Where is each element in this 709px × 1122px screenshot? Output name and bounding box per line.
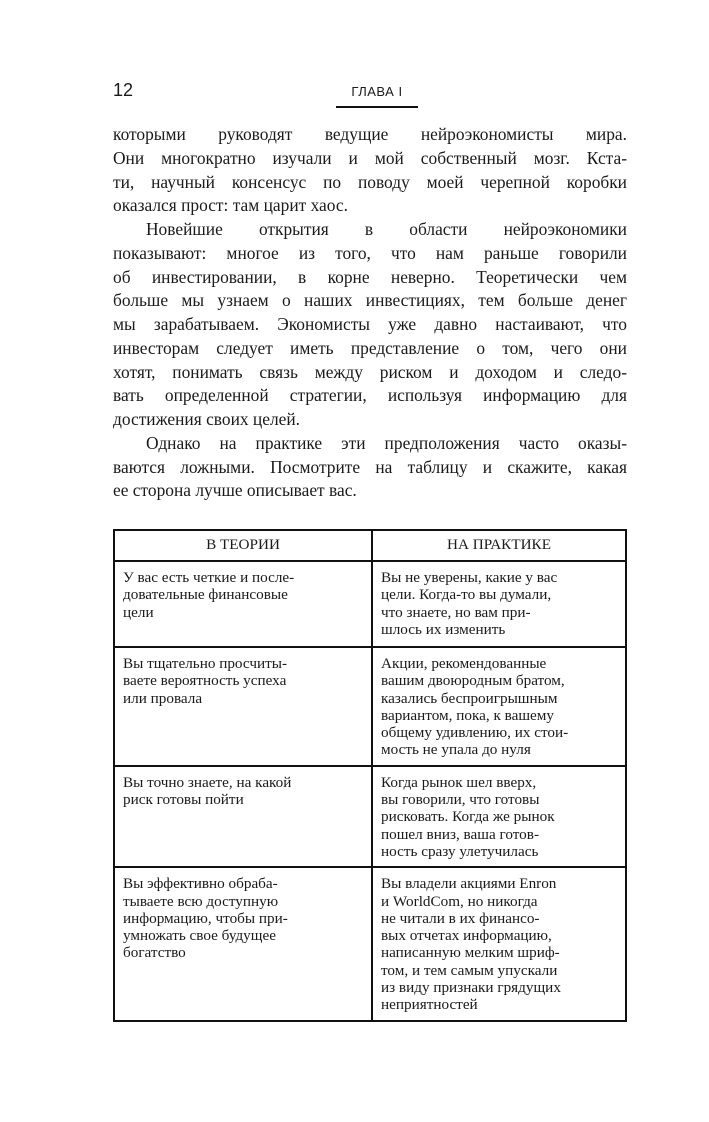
- cell-line: что знаете, но вам при-: [381, 603, 531, 621]
- text-line: хотят, понимать связь между риском и доходом и следо-: [113, 361, 627, 382]
- cell-line: богатство: [123, 944, 186, 962]
- cell-line: пошел вниз, ваша готов-: [381, 825, 539, 843]
- table-header-row: [114, 530, 626, 561]
- cell-line: вашим двоюродным братом,: [381, 672, 565, 690]
- cell-line: Вы точно знаете, на какой: [123, 773, 292, 791]
- table-cell-practice: [372, 867, 626, 1020]
- cell-line: Вы не уверены, какие у вас: [381, 569, 558, 586]
- cell-line: риск готовы пойти: [123, 791, 244, 809]
- cell-line: мость не упала до нуля: [381, 741, 531, 759]
- cell-line: У вас есть четкие и после-: [123, 569, 295, 586]
- running-header-chapter: ГЛАВА I: [351, 84, 403, 99]
- cell-line: неприятностей: [381, 996, 478, 1014]
- table-row: [114, 647, 626, 766]
- cell-line: из виду признаки грядущих: [381, 979, 561, 997]
- cell-line: Когда рынок шел вверх,: [381, 773, 537, 791]
- table-cell-theory: [114, 647, 372, 766]
- text-line: об инвестировании, в корне неверно. Теоретически чем: [113, 266, 627, 287]
- cell-line: Вы эффективно обраба-: [123, 875, 278, 893]
- table-row: [114, 561, 626, 647]
- cell-line: и WorldCom, но никогда: [381, 892, 538, 910]
- table-cell-practice: [372, 561, 626, 647]
- text-line: ее сторона лучше описывает вас.: [113, 480, 357, 501]
- text-line: оказался прост: там царит хаос.: [113, 195, 348, 216]
- text-line: достижения своих целей.: [113, 409, 301, 429]
- text-line: ваются ложными. Посмотрите на таблицу и скажите, какая: [113, 456, 627, 477]
- table-cell-theory: [114, 867, 372, 1020]
- cell-line: информацию, чтобы при-: [123, 909, 288, 927]
- text-line: инвесторам следует иметь представление о том, чего они: [113, 337, 627, 358]
- text-line: которыми руководят ведущие нейроэкономисты мира.: [113, 124, 627, 144]
- cell-line: том, и тем самым упускали: [381, 961, 558, 979]
- header-rule: [336, 106, 418, 108]
- cell-line: вы говорили, что готовы: [381, 791, 540, 809]
- table-cell-theory: [114, 561, 372, 647]
- cell-line: цели. Когда-то вы думали,: [381, 586, 552, 604]
- text-line: Однако на практике эти предположения часто оказы-: [146, 432, 627, 453]
- cell-line: умножать свое будущее: [123, 927, 276, 945]
- text-line: Новейшие открытия в области нейроэкономики: [146, 219, 627, 239]
- table-row: [114, 766, 626, 867]
- cell-line: вых отчетах информацию,: [381, 927, 552, 945]
- text-line: мы зарабатываем. Экономисты уже давно настаивают, что: [113, 314, 627, 334]
- table-cell-theory: [114, 766, 372, 867]
- cell-line: цели: [123, 603, 154, 621]
- table-cell-practice: [372, 647, 626, 766]
- text-line: Они многократно изучали и мой собственный мозг. Кста-: [113, 147, 627, 168]
- text-line: вать определенной стратегии, используя информацию для: [113, 385, 627, 406]
- text-line: ти, научный консенсус по поводу моей черепной коробки: [113, 171, 627, 192]
- cell-line: не читали в их финансо-: [381, 909, 540, 927]
- text-line: показывают: многое из того, что нам раньше говорили: [113, 242, 627, 263]
- column-header-practice: НА ПРАКТИКЕ: [372, 530, 626, 561]
- cell-line: ность сразу улетучилась: [381, 842, 539, 860]
- cell-line: ваете вероятность успеха: [123, 672, 287, 690]
- cell-line: написанную мелким шриф-: [381, 944, 560, 962]
- cell-line: казались беспроигрышным: [381, 689, 558, 707]
- cell-line: Вы владели акциями Enron: [381, 875, 557, 893]
- page-number: 12: [113, 80, 134, 100]
- cell-line: шлось их изменить: [381, 620, 506, 638]
- cell-line: тываете всю доступную: [123, 892, 279, 910]
- cell-line: довательные финансовые: [123, 586, 288, 604]
- cell-line: вариантом, пока, к вашему: [381, 706, 554, 724]
- table-row: [114, 867, 626, 1020]
- table-cell-practice: [372, 766, 626, 867]
- cell-line: Вы тщательно просчиты-: [123, 655, 288, 672]
- body-text: [113, 123, 627, 503]
- cell-line: Акции, рекомендованные: [381, 655, 547, 672]
- cell-line: общему удивлению, их стои-: [381, 724, 569, 742]
- cell-line: рисковать. Когда же рынок: [381, 808, 555, 826]
- column-header-theory: В ТЕОРИИ: [114, 530, 372, 561]
- cell-line: или провала: [123, 689, 203, 707]
- theory-practice-table: [113, 529, 627, 1022]
- text-line: больше мы узнаем о наших инвестициях, тем больше денег: [113, 290, 627, 311]
